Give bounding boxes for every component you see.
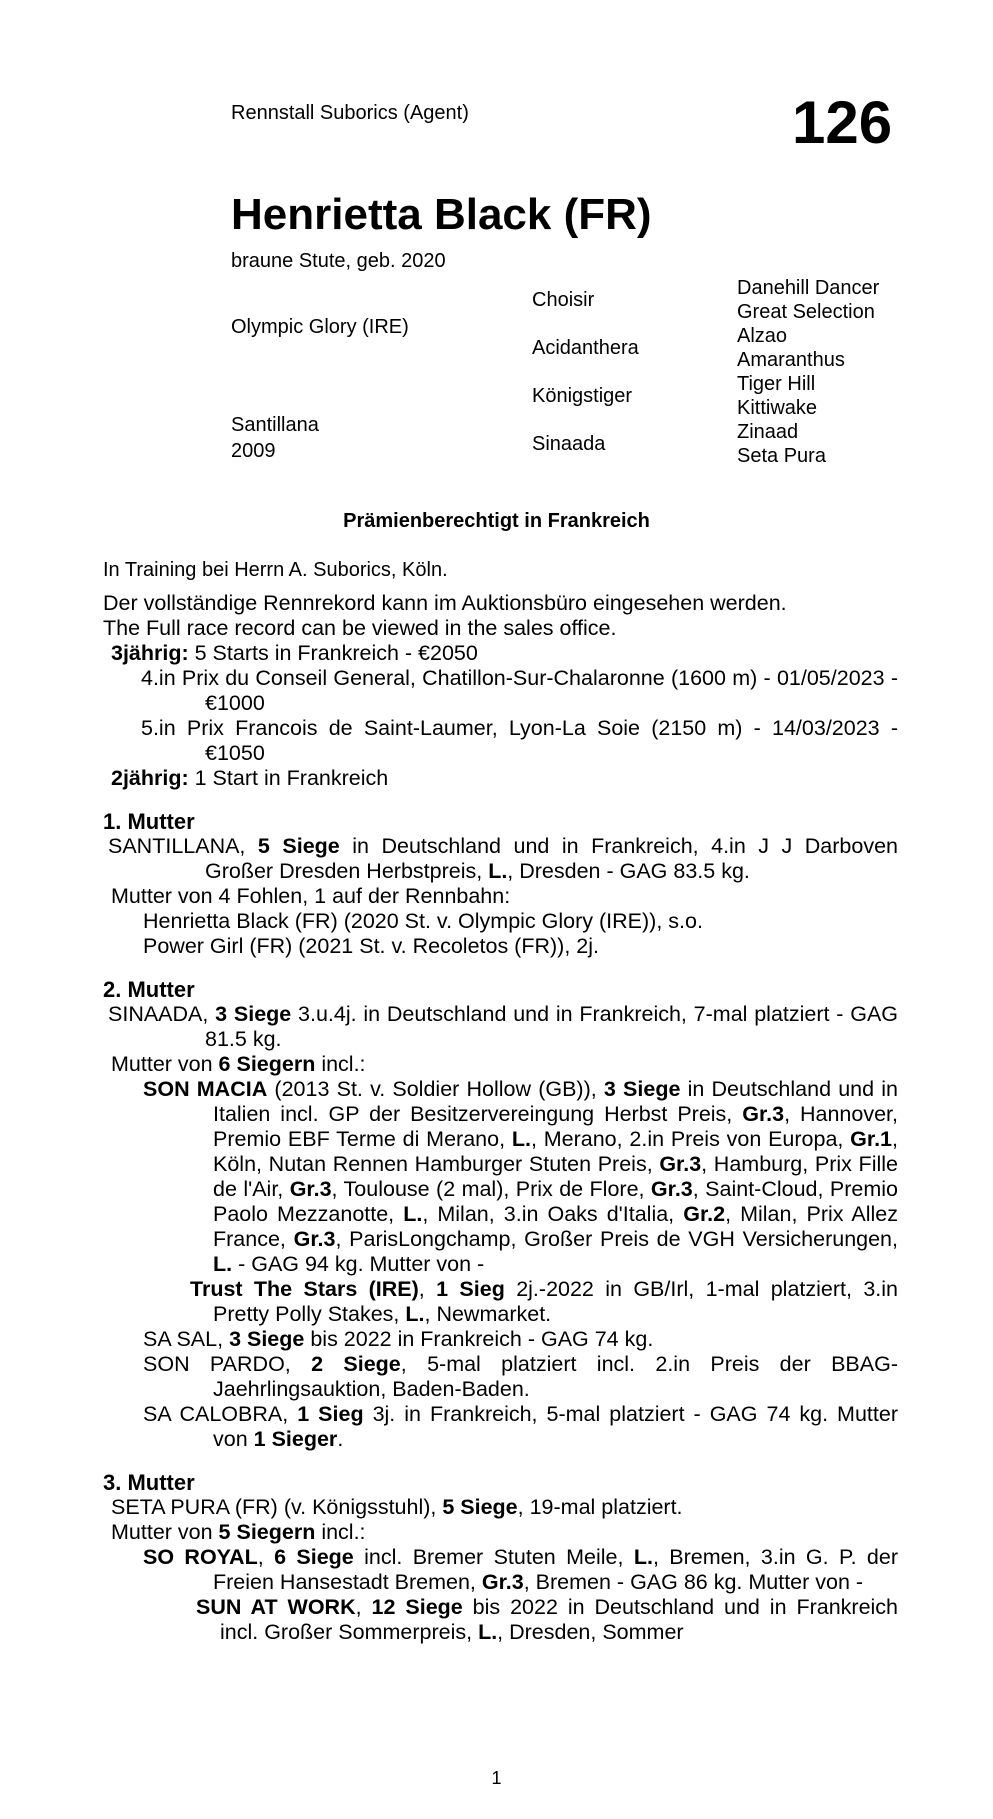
horse-name: Henrietta Black (FR) <box>231 190 652 239</box>
pedigree-gg-8: Seta Pura <box>737 445 826 467</box>
dam3-record <box>103 1495 898 1520</box>
pedigree-dam-name: Santillana <box>231 414 319 436</box>
pedigree-gg-5: Tiger Hill <box>737 373 816 395</box>
dam1-foal-2: Power Girl (FR) (2021 St. v. Recoletos (FR)), 2j. <box>143 934 599 958</box>
race-age3 <box>103 641 898 666</box>
dam2-name: SINAADA, <box>108 1002 216 1026</box>
dam3-name: SETA PURA (FR) (v. Königsstuhl), <box>111 1495 443 1519</box>
age2-label: 2jährig: <box>111 766 189 790</box>
dam3-produce-count: 5 Siegern <box>218 1520 316 1544</box>
sa-calobra-wins: 1 Sieg <box>297 1402 364 1426</box>
pedigree-gg-2: Great Selection <box>737 301 875 323</box>
son-macia-g4: Gr.3 <box>289 1177 332 1201</box>
son-macia-p4: , Merano, 2.in Preis von Europa, <box>530 1127 851 1151</box>
pedigree-gg-1: Danehill Dancer <box>737 277 880 299</box>
pedigree-gg-7: Zinaad <box>737 421 799 443</box>
age3-text: 5 Starts in Frankreich - €2050 <box>188 641 478 665</box>
so-royal-p4: , Bremen - GAG 86 kg. Mutter von - <box>523 1570 864 1594</box>
son-macia-p9: , Milan, 3.in Oaks d'Italia, <box>422 1202 684 1226</box>
dam2-produce <box>103 1052 898 1077</box>
trust-the-stars-l1: L. <box>405 1302 425 1326</box>
sa-sal-text: bis 2022 in Frankreich - GAG 74 kg. <box>304 1327 654 1351</box>
dam2-produce-post: incl.: <box>315 1052 366 1076</box>
dam3-heading: 3. Mutter <box>103 1470 195 1495</box>
age3-label: 3jährig: <box>111 641 189 665</box>
dam1-produce: Mutter von 4 Fohlen, 1 auf der Rennbahn: <box>111 884 511 908</box>
dam2-produce-pre: Mutter von <box>111 1052 219 1076</box>
sa-calobra-produce: 1 Sieger <box>253 1427 338 1451</box>
son-macia-p8: , Saint-Cloud, Premio Paolo Mezzanotte, <box>213 1177 898 1226</box>
pedigree-gg-3: Alzao <box>737 325 788 347</box>
pedigree-dam-dam: Sinaada <box>532 433 606 455</box>
dam3-text: , 19-mal platziert. <box>517 1495 683 1519</box>
race-result-1: 4.in Prix du Conseil General, Chatillon-Sur-Chalaronne (1600 m) - 01/05/2023 - €1000 <box>141 666 898 715</box>
catalogue-body <box>103 558 898 1645</box>
sa-sal-wins: 3 Siege <box>229 1327 305 1351</box>
son-macia-record <box>103 1077 898 1277</box>
trust-the-stars-wins: 1 Sieg <box>436 1277 505 1301</box>
son-pardo-text: , 5-mal platziert incl. 2.in Preis der BBAG-Jaehrlingsauktion, Baden-Baden. <box>213 1352 898 1401</box>
sa-calobra-text: 3j. in Frankreich, 5-mal platziert - GAG 74 kg. Mutter von <box>213 1402 898 1451</box>
trust-the-stars-name: Trust The Stars (IRE) <box>190 1277 419 1301</box>
dam2-text: 3.u.4j. in Deutschland und in Frankreich, 7-mal platziert - GAG 81.5 kg. <box>205 1002 899 1051</box>
pedigree-dam-year: 2009 <box>231 440 276 462</box>
so-royal-wins: 6 Siege <box>274 1545 354 1569</box>
so-royal-l1: L. <box>633 1545 653 1569</box>
sa-calobra-name: SA CALOBRA, <box>143 1402 298 1426</box>
trust-the-stars-record <box>103 1277 898 1327</box>
dam1-foal-1: Henrietta Black (FR) (2020 St. v. Olympic Glory (IRE)), s.o. <box>143 909 703 933</box>
pedigree-sire: Olympic Glory (IRE) <box>231 316 409 338</box>
pedigree-granddam: Acidanthera <box>532 337 639 359</box>
dam1-name: SANTILLANA, <box>108 834 258 858</box>
sa-calobra-end: . <box>337 1427 344 1451</box>
pedigree-great-grandparents <box>737 276 879 468</box>
so-royal-name: SO ROYAL <box>143 1545 258 1569</box>
son-macia-wins: 3 Siege <box>603 1077 681 1101</box>
pedigree-gg-4: Amaranthus <box>737 349 845 371</box>
sun-at-work-p1: , <box>355 1595 372 1619</box>
so-royal-g1: Gr.3 <box>481 1570 524 1594</box>
trust-the-stars-p3: , Newmarket. <box>424 1302 552 1326</box>
dam1-listed: L. <box>488 859 508 883</box>
dam1-record <box>103 834 898 884</box>
son-pardo-name: SON PARDO, <box>143 1352 312 1376</box>
dam2-wins: 3 Siege <box>215 1002 292 1026</box>
pedigree-grandsire: Choisir <box>532 289 595 311</box>
pedigree-dam <box>231 412 319 464</box>
son-macia-p10: , Milan, Prix Allez France, <box>213 1202 898 1251</box>
record-note-de: Der vollständige Rennrekord kann im Auktionsbüro eingesehen werden. <box>103 591 787 615</box>
dam1-heading: 1. Mutter <box>103 809 195 834</box>
son-macia-p2: in Deutschland und in Italien incl. GP der Besitzervereingung Herbst Preis, <box>213 1077 899 1126</box>
son-macia-g5: Gr.3 <box>650 1177 693 1201</box>
dam1-text-end: , Dresden - GAG 83.5 kg. <box>507 859 750 883</box>
sa-sal-record <box>103 1327 898 1352</box>
son-macia-p7: , Toulouse (2 mal), Prix de Flore, <box>331 1177 651 1201</box>
age2-text: 1 Start in Frankreich <box>188 766 389 790</box>
son-pardo-record <box>103 1352 898 1402</box>
so-royal-p2: incl. Bremer Stuten Meile, <box>353 1545 634 1569</box>
son-macia-p1: (2013 St. v. Soldier Hollow (GB)), <box>267 1077 604 1101</box>
sun-at-work-name: SUN AT WORK <box>196 1595 356 1619</box>
sun-at-work-wins: 12 Siege <box>371 1595 463 1619</box>
son-macia-p6: , Hamburg, Prix Fille de l'Air, <box>213 1152 898 1201</box>
son-macia-g2: Gr.1 <box>850 1127 893 1151</box>
sa-calobra-record <box>103 1402 898 1452</box>
son-macia-p5: , Köln, Nutan Rennen Hamburger Stuten Preis, <box>213 1127 898 1176</box>
training-note: In Training bei Herrn A. Suborics, Köln. <box>103 559 448 581</box>
dam2-heading: 2. Mutter <box>103 977 195 1002</box>
pedigree-dam-sire: Königstiger <box>532 385 633 407</box>
agent-name: Rennstall Suborics (Agent) <box>231 102 469 124</box>
son-macia-l3: L. <box>213 1252 233 1276</box>
son-macia-p3: , Hannover, Premio EBF Terme di Merano, <box>213 1102 898 1151</box>
so-royal-p3: , Bremen, 3.in G. P. der Freien Hansestadt Bremen, <box>213 1545 898 1594</box>
son-macia-g3: Gr.3 <box>659 1152 702 1176</box>
dam1-text: in Deutschland und in Frankreich, 4.in J J Darboven Großer Dresden Herbstpreis, <box>205 834 899 883</box>
son-macia-p11: , ParisLongchamp, Großer Preis de VGH Versicherungen, <box>335 1227 898 1251</box>
dam3-produce-pre: Mutter von <box>111 1520 219 1544</box>
son-macia-p12: - GAG 94 kg. Mutter von - <box>232 1252 485 1276</box>
sun-at-work-p3: , Dresden, Sommer <box>497 1620 684 1644</box>
dam2-produce-count: 6 Siegern <box>218 1052 316 1076</box>
record-note-en: The Full race record can be viewed in the sales office. <box>103 616 617 640</box>
son-macia-l2: L. <box>403 1202 423 1226</box>
so-royal-record <box>103 1545 898 1595</box>
sun-at-work-l1: L. <box>478 1620 498 1644</box>
dam3-produce-post: incl.: <box>315 1520 366 1544</box>
son-macia-g1: Gr.3 <box>742 1102 785 1126</box>
race-result-2: 5.in Prix Francois de Saint-Laumer, Lyon-La Soie (2150 m) - 14/03/2023 - €1050 <box>141 716 898 765</box>
dam2-record <box>103 1002 898 1052</box>
page-number: 1 <box>491 1768 502 1788</box>
dam3-produce <box>103 1520 898 1545</box>
so-royal-p1: , <box>257 1545 275 1569</box>
premium-eligibility: Prämienberechtigt in Frankreich <box>343 510 650 532</box>
race-age2 <box>103 766 898 791</box>
trust-the-stars-p1: , <box>418 1277 437 1301</box>
horse-description: braune Stute, geb. 2020 <box>231 250 446 272</box>
dam3-wins: 5 Siege <box>442 1495 518 1519</box>
dam1-wins: 5 Siege <box>257 834 340 858</box>
pedigree-gg-6: Kittiwake <box>737 397 818 419</box>
son-macia-g6: Gr.2 <box>683 1202 726 1226</box>
trust-the-stars-p2: 2j.-2022 in GB/Irl, 1-mal platziert, 3.in Pretty Polly Stakes, <box>213 1277 898 1326</box>
sun-at-work-p2: bis 2022 in Deutschland und in Frankreich incl. Großer Sommerpreis, <box>220 1595 899 1644</box>
son-macia-name: SON MACIA <box>143 1077 268 1101</box>
sa-sal-name: SA SAL, <box>143 1327 230 1351</box>
son-macia-g7: Gr.3 <box>293 1227 336 1251</box>
son-pardo-wins: 2 Siege <box>311 1352 401 1376</box>
sun-at-work-record <box>103 1595 898 1645</box>
lot-number: 126 <box>792 89 893 156</box>
son-macia-l1: L. <box>511 1127 531 1151</box>
